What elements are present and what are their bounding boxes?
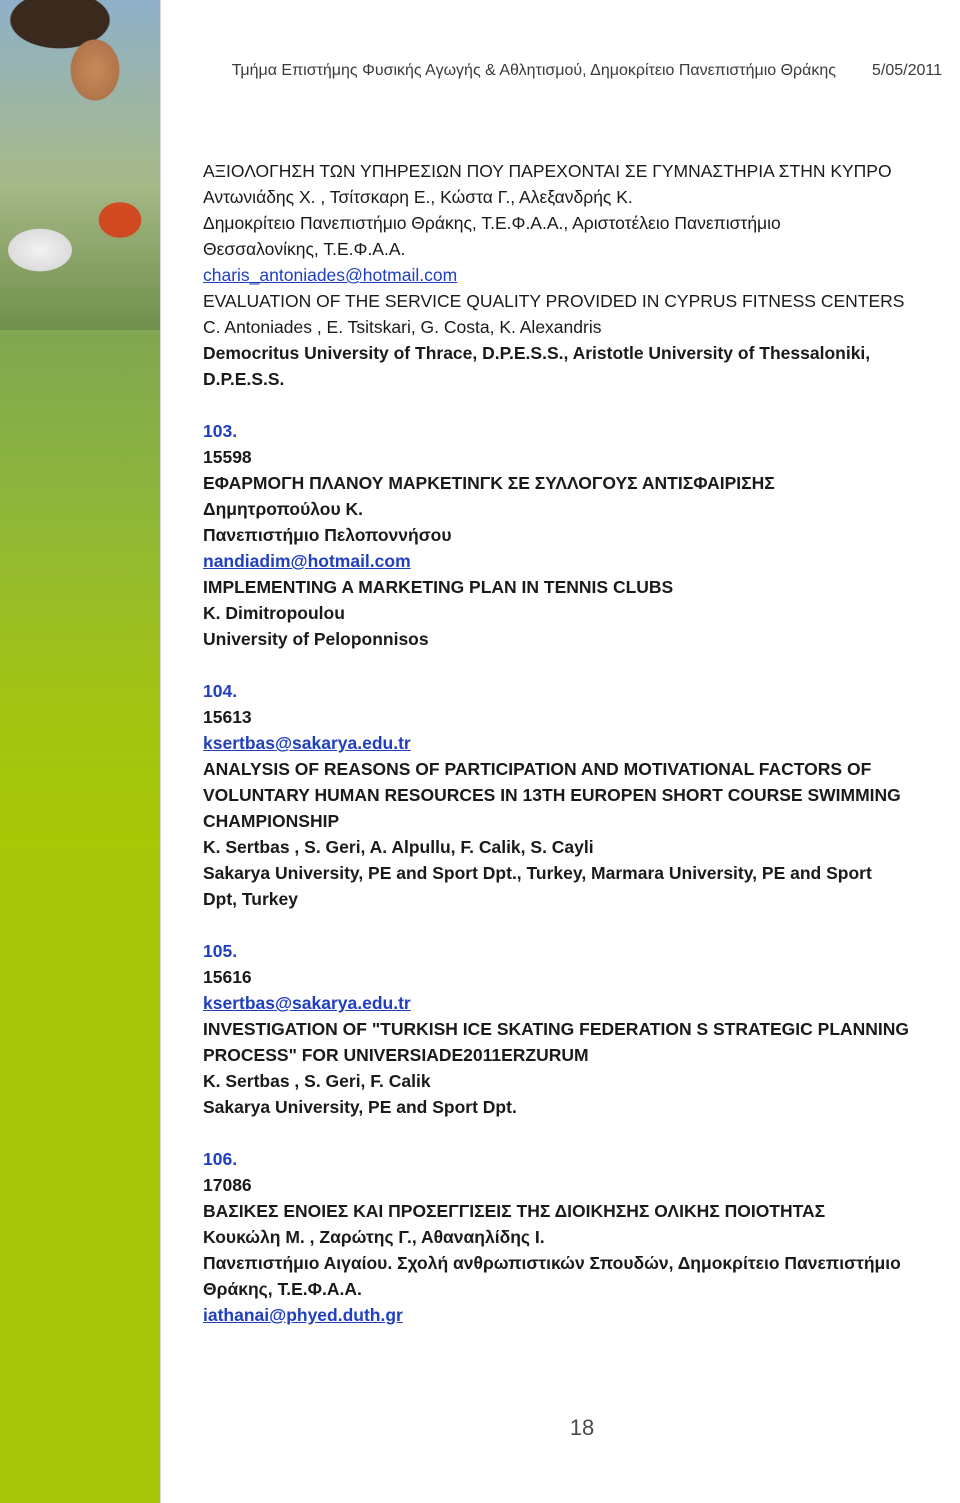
band-divider	[160, 0, 161, 1503]
decorative-lime-band	[0, 850, 160, 1503]
abstract-list	[203, 158, 955, 1328]
entry-affiliation-greek: Θεσσαλονίκης, Τ.Ε.Φ.Α.Α.	[203, 239, 406, 259]
entry-number: 104.	[203, 681, 238, 701]
entry-email-link[interactable]: iathanai@phyed.duth.gr	[203, 1305, 403, 1325]
entry-email-link[interactable]: charis_antoniades@hotmail.com	[203, 265, 458, 285]
entry-affiliation-english: D.P.E.S.S.	[203, 369, 285, 389]
entry-email-link[interactable]: ksertbas@sakarya.edu.tr	[203, 733, 411, 753]
entry-title: PROCESS" FOR UNIVERSIADE2011ERZURUM	[203, 1045, 589, 1065]
header-institution: Τμήμα Επιστήμης Φυσικής Αγωγής & Αθλητισμού, Δημοκρίτειο Πανεπιστήμιο Θράκης	[231, 62, 836, 79]
entry-affiliation: Sakarya University, PE and Sport Dpt.	[203, 1097, 517, 1117]
entry-authors-english: C. Antoniades , E. Tsitskari, G. Costa, K. Alexandris	[203, 317, 602, 337]
entry-affiliation-english: Democritus University of Thrace, D.P.E.S.S., Aristotle University of Thessaloniki,	[203, 343, 871, 363]
entry-title: ANALYSIS OF REASONS OF PARTICIPATION AND MOTIVATIONAL FACTORS OF	[203, 759, 872, 779]
entry-number: 103.	[203, 421, 238, 441]
entry-title: CHAMPIONSHIP	[203, 811, 340, 831]
entry-number: 105.	[203, 941, 238, 961]
entry-id: 15616	[203, 967, 252, 987]
entry-author-english: K. Dimitropoulou	[203, 603, 345, 623]
entry-id: 15613	[203, 707, 252, 727]
abstract-entry-106	[203, 1146, 955, 1328]
abstract-entry-104	[203, 678, 955, 912]
decorative-green-band	[0, 330, 160, 850]
entry-authors: Κουκώλη Μ. , Ζαρώτης Γ., Αθαναηλίδης Ι.	[203, 1227, 545, 1247]
entry-title-greek: ΑΞΙΟΛΟΓΗΣΗ ΤΩΝ ΥΠΗΡΕΣΙΩΝ ΠΟΥ ΠΑΡΕΧΟΝΤΑΙ ΣΕ ΓΥΜΝΑΣΤΗΡΙΑ ΣΤΗΝ ΚΥΠΡΟ	[203, 161, 892, 181]
entry-email-link[interactable]: nandiadim@hotmail.com	[203, 551, 411, 571]
entry-title: VOLUNTARY HUMAN RESOURCES IN 13TH EUROPEN SHORT COURSE SWIMMING	[203, 785, 901, 805]
entry-title-english: IMPLEMENTING A MARKETING PLAN IN TENNIS CLUBS	[203, 577, 674, 597]
entry-id: 17086	[203, 1175, 252, 1195]
page-header	[200, 62, 942, 80]
entry-title: ΒΑΣΙΚΕΣ ΕΝΟΙΕΣ ΚΑΙ ΠΡΟΣΕΓΓΙΣΕΙΣ ΤΗΣ ΔΙΟΙΚΗΣΗΣ ΟΛΙΚΗΣ ΠΟΙΟΤΗΤΑΣ	[203, 1201, 826, 1221]
entry-authors-greek: Αντωνιάδης Χ. , Τσίτσκαρη Ε., Κώστα Γ., Αλεξανδρής Κ.	[203, 187, 633, 207]
entry-affiliation: Dpt, Turkey	[203, 889, 298, 909]
entry-number: 106.	[203, 1149, 238, 1169]
page-number: 18	[569, 1415, 595, 1440]
entry-affiliation: Sakarya University, PE and Sport Dpt., Turkey, Marmara University, PE and Sport	[203, 863, 872, 883]
abstract-entry-103	[203, 418, 955, 652]
header-date: 5/05/2011	[872, 62, 942, 79]
entry-title: INVESTIGATION OF "TURKISH ICE SKATING FEDERATION S STRATEGIC PLANNING	[203, 1019, 910, 1039]
entry-affiliation: Θράκης, Τ.Ε.Φ.Α.Α.	[203, 1279, 362, 1299]
entry-authors: K. Sertbas , S. Geri, A. Alpullu, F. Calik, S. Cayli	[203, 837, 594, 857]
entry-title-greek: ΕΦΑΡΜΟΓΗ ΠΛΑΝΟΥ ΜΑΡΚΕΤΙΝΓΚ ΣΕ ΣΥΛΛΟΓΟΥΣ ΑΝΤΙΣΦΑΙΡΙΣΗΣ	[203, 473, 775, 493]
entry-affiliation-greek: Δημοκρίτειο Πανεπιστήμιο Θράκης, Τ.Ε.Φ.Α.Α., Αριστοτέλειο Πανεπιστήμιο	[203, 213, 781, 233]
entry-author-greek: Δημητροπούλου Κ.	[203, 499, 364, 519]
entry-affiliation-english: University of Peloponnisos	[203, 629, 429, 649]
entry-authors: K. Sertbas , S. Geri, F. Calik	[203, 1071, 431, 1091]
entry-affiliation-greek: Πανεπιστήμιο Πελοποννήσου	[203, 525, 452, 545]
entry-title-english: EVALUATION OF THE SERVICE QUALITY PROVIDED IN CYPRUS FITNESS CENTERS	[203, 291, 905, 311]
entry-email-link[interactable]: ksertbas@sakarya.edu.tr	[203, 993, 411, 1013]
decorative-photo-band	[0, 0, 160, 330]
entry-affiliation: Πανεπιστήμιο Αιγαίου. Σχολή ανθρωπιστικών Σπουδών, Δημοκρίτειο Πανεπιστήμιο	[203, 1253, 901, 1273]
abstract-entry-105	[203, 938, 955, 1120]
abstract-entry-102	[203, 158, 955, 392]
entry-id: 15598	[203, 447, 252, 467]
